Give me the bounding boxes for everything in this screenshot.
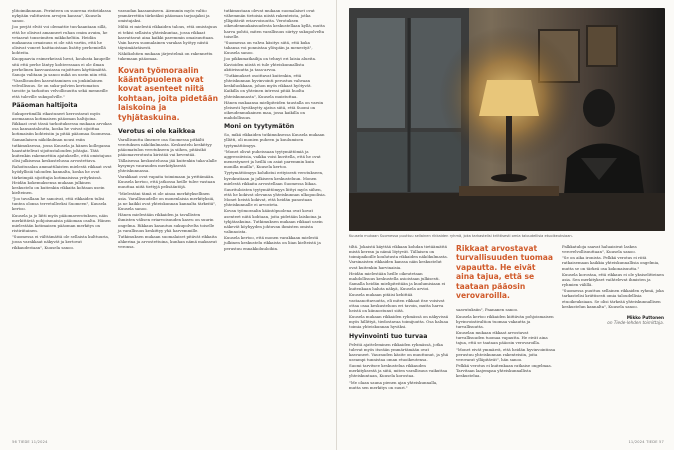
paragraph: Varallisuutta ilmenee osa Suomessa pitkälti verotuksen näkökulmasta. Keskustelu keskittyy pääomatulon verotukseen ja siihen, pitäisikö pääomaverotusta kiristää vai keventää. Tällaisessa keskustelussa jää kuitenkin taka-alalle kysymys vaurauden merkityksestä yhteiskunnassa. xyxy=(118,137,217,173)
paragraph: saavutuksiin", Paananen sanoo. xyxy=(456,307,519,313)
paragraph: "Joo tavallaan he sanoivat, että rikkaiden tulisi tuntea olonsa tervetulleeksi Suomeen", Kuusela kertoo. xyxy=(12,196,107,212)
pull-quote: Kovan työmoraalin kääntöpuolena ovat kovat asenteet niitä kohtaan, joita pidetään laiskoina ja tyhjätaskuina. xyxy=(118,65,219,122)
right-column-1 xyxy=(349,244,449,391)
paragraph: Kuoppaavia esimerkeissä luvut, koulusta kaupelle sitä että perhe läntyy kohteessaan ei ole ilman perhelinen kasvuasiassa rajoittuen käyttämättä. Sanoja valitaan ja sanoo mikä on usein niin että. xyxy=(12,56,111,77)
paragraph: "Suomessa ei välttämättä ole sellaista kulttuuria, jossa varakkaat näkyvät ja kertovat rikkaudestaan", Kuusela sanoo. xyxy=(12,234,110,250)
paragraph: Kuusela korostaa, että rikkaus ei ole yksiselitteinen asia. Sen merkitykset vaihtelevat ihmisten ja ryhmien välillä. xyxy=(562,271,664,288)
subheading: Verotus ei ole kaikkea xyxy=(118,128,196,135)
page-gutter xyxy=(336,0,337,450)
paragraph: Palkkatuloja saavat haluaisivat laskea verovelvollisuuttaan", Kuusela sanoo. xyxy=(562,244,637,255)
photo-man-with-lamp xyxy=(349,8,665,231)
paragraph: Joo pikkumatkailija on tehnyt eri laisia alueita. Kavioiden niistä ei tule yhteiskunnallista aktiivisuutta ja tasa-arvoa. xyxy=(224,56,317,72)
paragraph: Pelvitä ajatteleminen rikkaiden ryhmässä, jotka tulevat myös itseään ymmärtämään ovat kasvaneet. Vaurauden käsite on muuttunut, ja yhä useampi tunnistaa oman etuoikeutensa. xyxy=(349,341,449,362)
paragraph: Heidän mielestään heille oikeutetaan mahdollisuus keskustella asioistaan julkisesti. Samalla heidän mielipiteitään ja kuulumisiaan ei kuitenkaan haluta näkyä, Kuusela arvioi. xyxy=(349,270,446,292)
subheading: Pääoman haltijoita xyxy=(12,101,78,109)
left-column-2 xyxy=(118,8,218,250)
left-column-3 xyxy=(224,8,326,252)
paragraph: "Monet eivät ymmärrä, että heidän hyvinvointinsa perustuu yhteiskunnan rakenteisiin, joita verovarat ylläpitävät", hän sanoo. xyxy=(456,346,556,362)
paragraph: Hänen mukaansa mielipiteiden taustalla on varsin yleisesti hyväksytty ajatus siitä, että Suomi on oikeudenmukainen maa, jossa kaikilla on mahdollisuus. xyxy=(224,99,324,121)
paragraph: "Suomessa on vahva käsitys siitä, että kuka tahansa voi ponnistaa ylöspäin ja menestyä", Kuusela sanoo. xyxy=(224,39,313,56)
paragraph: varaudan kaasamiseen. Aiemmin myös valtio ymmärrettiin tärkeäksi pääoman tarjoajaksi ja omistajaksi. xyxy=(118,8,210,24)
paragraph: "Me olaan sauna pienen ajan yhteiskunnalla, mutta sen merkitys on suuri." xyxy=(349,379,438,390)
interior-photo xyxy=(349,8,665,231)
paragraph: Joo perjät elvät voi olemattie tun-kaantaan sillä, että he olisivat amanneet ruhan cmim avuim, he vetaavat tonseimiten mikkoheltiin. Heidän mukaansa ornaisuus ei ole sitä vartin, että he olisivat voneet haittaoistaan lisätty perhemiellä kohteita. xyxy=(12,24,108,56)
paragraph: "Mielestäni tämä ei ole ainoa merkityksellinen asia. Varallisuudelle on monenlaisia merkityksiä, ja ne kaikki ovat yhteiskunnan kannalta tärkeitä", Kuusela sanoo. xyxy=(118,190,217,212)
paragraph: Miltä ei mielestä rikkaiden talous, että omistajuus ei tekisi sellaista yhteiskuntaa, jossa rikkaat kasvattavat aina kaikki paremmin omaisuuttaan. Vain harva suomalainen varakas hyötyy niistä täysimääräisesti. xyxy=(118,24,217,51)
paragraph: Pelkkä verotus ei kuitenkaan ratkaise ongelmaa. Tarvitaan laajempaa yhteiskunnallista keskustelua. xyxy=(456,363,552,379)
paragraph: Varakkaat ovat vapaita toimimaan ja yrittämään. Kuusela kertoo, että jatkossa heille tulee vastaan muuttaa niitä tiettyjä pelisääntöjä. xyxy=(118,174,215,190)
paragraph: Kuusela kertoo, että monen varakkaan mielestä julkinen keskustelu rikkaista on liian kielteistä ja perustuu ennakkoluuloihin. xyxy=(224,235,321,251)
paragraph: Näkökohtien mukaan järjestelmä on rakennettu tukemaan pääomaa. xyxy=(118,51,213,62)
paragraph: "Monet olivat puheissaan tyytymättömiä ja aggressiivisia, vaikka voisi kuvitella, että he ovat menestyneet ja heillä on asiat paremmin kuin monilla muilla", Kuusela kertoo. xyxy=(224,148,321,170)
paragraph: Rahoitusalan ammattilaisten mielestä rikkaat ovat hyödyllisiä talouden kannalta, koska he ovat tärkeimpiä sijoittajia kotimaisissa yrityksissä. Heidän kokemuksensa mukaan julkinen keskustelu on kuitenkin rikkaita kohtaan usein kielteinen. xyxy=(12,164,112,195)
paragraph: Samanlaisen näkökulman nousi esiin tutkimuksessa, jossa Kuusela ja hänen kollegansa haastattelivat sijoitustalouden johtajia. Tätä kuitenkin rakennettiin ajatukselle, että omistajuus olisi julkisessa keskustelussa arvostettava. xyxy=(12,137,112,164)
right-column-2 xyxy=(456,244,556,379)
paragraph: Sukupertimillä rikastuneet kerrostavat myös asemaansa kotimaisen pääoman haltijoina. Rikkaat ovat tässä tarkoituksessa mukaan arvokas osa kansantaloutta, koska he voivat sijoittaa kotimaisiin kohteisiin ja pitää pääomaa Suomessa. xyxy=(12,110,112,137)
paragraph: "Suomessa puuttuu sellainen rikkaiden ryhmä, joka tarkastelisi kriittisesti omia taloudellisia etuoikeuksiaan. Se olisi tärkeää yhteiskunnallisen keskustelun kannalta", Kuusela sanoo. xyxy=(562,288,664,309)
author-name: Mikko Puttonen xyxy=(626,314,664,320)
paragraph: Tutkimuksen mukaan suomalaiset pitävät rikkaita ahkerina ja arvostettuina, kunhan nämä maksavat veronsa. xyxy=(118,233,217,250)
paragraph: Suomi tarvitsee keskustelua rikkauden merkityksestä ja siitä, miten varallisuus vaikuttaa yhteiskuntaan, Kuusela korostaa. xyxy=(349,363,448,379)
paragraph: "Varallisuuden kasvattaminen on jonkinlainen velvollisuus. Se on suku-polvien kertomaton tavoite ja tarkoitus velvollisuutta sekä menneille että tuleville sukupolville." xyxy=(12,78,108,99)
paragraph: tiltä. Jokaistä käyttää rikkaan kohdan tietäämättä mistä kerran ja nämä löytyvät. Tällaisen on toimipaikoille koulutusta rikkaiden näkökulmasta. Varsinaisten rikkaiden kanssa näin keskustelut ovat kuitenkin harvinaisia. xyxy=(349,244,448,270)
photo-caption: Kuusela mukaan Suomessa puuttuu sellainen rikkaiden ryhmä, joka tarkastelisi kriittisesti omia taloudellisia etuoikeuksiaan. xyxy=(349,234,573,238)
right-column-3 xyxy=(562,244,664,326)
paragraph: So, mikä rikkaiden tutkimuksessa Kuusela mukaan yllätti, oli monien puheen ja kuulumisen tyytymättömyys. xyxy=(224,132,325,148)
paragraph: "Se on aika ironista. Pelkkä verotus ei riitä ratkaisemaan kaikkia yhteiskunnallisia ongelmia, mutta se on tärkeä osa kokonaisuutta." xyxy=(562,255,660,271)
paragraph: Kuusela mukaan rikkaiden ryhmässä on näkyvissä myös hillittyä, tiedostavaa toimijuutta. Osa haluaa toimia yhteiskunnan hyväksi. xyxy=(349,314,449,330)
paragraph: Kuusela mukaan pitäisi kehittää vastaanottavuutta, eli miten rikkaat itse voisivat ottaa osaa keskusteluun eri tavoin, mutta harva heistä on kiinnostunut siitä. xyxy=(349,292,445,313)
paragraph: Hänen mielestään rikkaiden ja tavallisten ihmisten välisen eriarvoisuuden kasvu on suurin ongelma. Rikkaus kasautuu sukupolvelta toiselle ja varallisuus keskittyy yhä harvemmille. xyxy=(118,212,215,233)
paragraph: tutkimustaan olevat mukaan suomalaiset ovat vähemmän tietoisia niistä rakenteista, jotka ylläpitävät eriarvoisuutta. Verotuksen oikeudenmukaisuudesta keskustellaan kyllä, mutta harva pohtii, miten varallisuus siirtyy sukupolvelta toiselle. xyxy=(224,8,325,39)
author-byline xyxy=(562,315,664,326)
footer-right: 11/2024 TIEDE 57 xyxy=(628,440,664,444)
paragraph: Kovan työmoraalin kääntöpuolena ovat kovat asenteet niitä kohtaan, joita pidetään laiskoina ja tyhjätaskuina. Tutkimuksen mukaan rikkaat usein näkevät köyhyyden johtuvan ihmisten omista valinnoista. xyxy=(224,208,323,235)
paragraph: Suurituloisten tyytymättömyys liittyi myös siihen, että he kokivat olevansa yhteiskunnan ulkopuolisia. Monet heistä kokivat, että heidän panostaan yhteiskunnalle ei arvosteta. xyxy=(224,186,326,208)
paragraph: Kuuselan mukaan rikkaat arvostavat turvallisuuden tuomaa vapautta. He eivät aina tajua, että se taataan pääosin verovaroilla. xyxy=(456,330,548,346)
author-role: on Tiede-lehden toimittaja. xyxy=(607,320,664,326)
footer-left: 56 TIEDE 11/2024 xyxy=(12,440,48,444)
paragraph: Kuusela ja jo liitti myös pääomaverotuksen, näin merkittäviä pohjoismaisia pääoman osalta. Hänen mielestään kotimaisen pääoman merkitys on ristiriitainen. xyxy=(12,212,111,234)
paragraph: Tyytymättömyys kohdistui erityisesti verotukseen, byrokratiaan ja julkiseen keskusteluun. Monen mielestä rikkaita arvostellaan Suomessa liikaa. xyxy=(224,170,324,186)
paragraph: Kuusela kertoo rikkaiden kiittävän pohjoismaisen hyvinvointivaltion tuomaa vakautta ja turvallisuutta. xyxy=(456,313,554,329)
paragraph: ylitoimikunnan. Perinteen on suurena ristiriidassa nykyään valittavien arvojen kanssa", Kuusela sanoo. xyxy=(12,8,111,24)
paragraph: "Tutkimukset osoittavat kuitenkin, että yhteiskunnan hyvinvointi perustuu vahvaan keskiluokkaan, johon myös rikkaat hyötyvät. Kaikilla on yhteinen intressi pitää huolta yhteiskunnasta", Kuusela muistuttaa. xyxy=(224,72,312,99)
subheading: Moni on tyytymätön xyxy=(224,123,295,131)
subheading: Hyvinvointi tuo turvaa xyxy=(349,332,428,340)
pull-quote: Rikkaat arvostavat turvallisuuden tuomaa vapautta. He eivät aina tajua, että se taataan pääosin verovaroilla. xyxy=(456,244,554,301)
left-column-1 xyxy=(12,8,112,251)
